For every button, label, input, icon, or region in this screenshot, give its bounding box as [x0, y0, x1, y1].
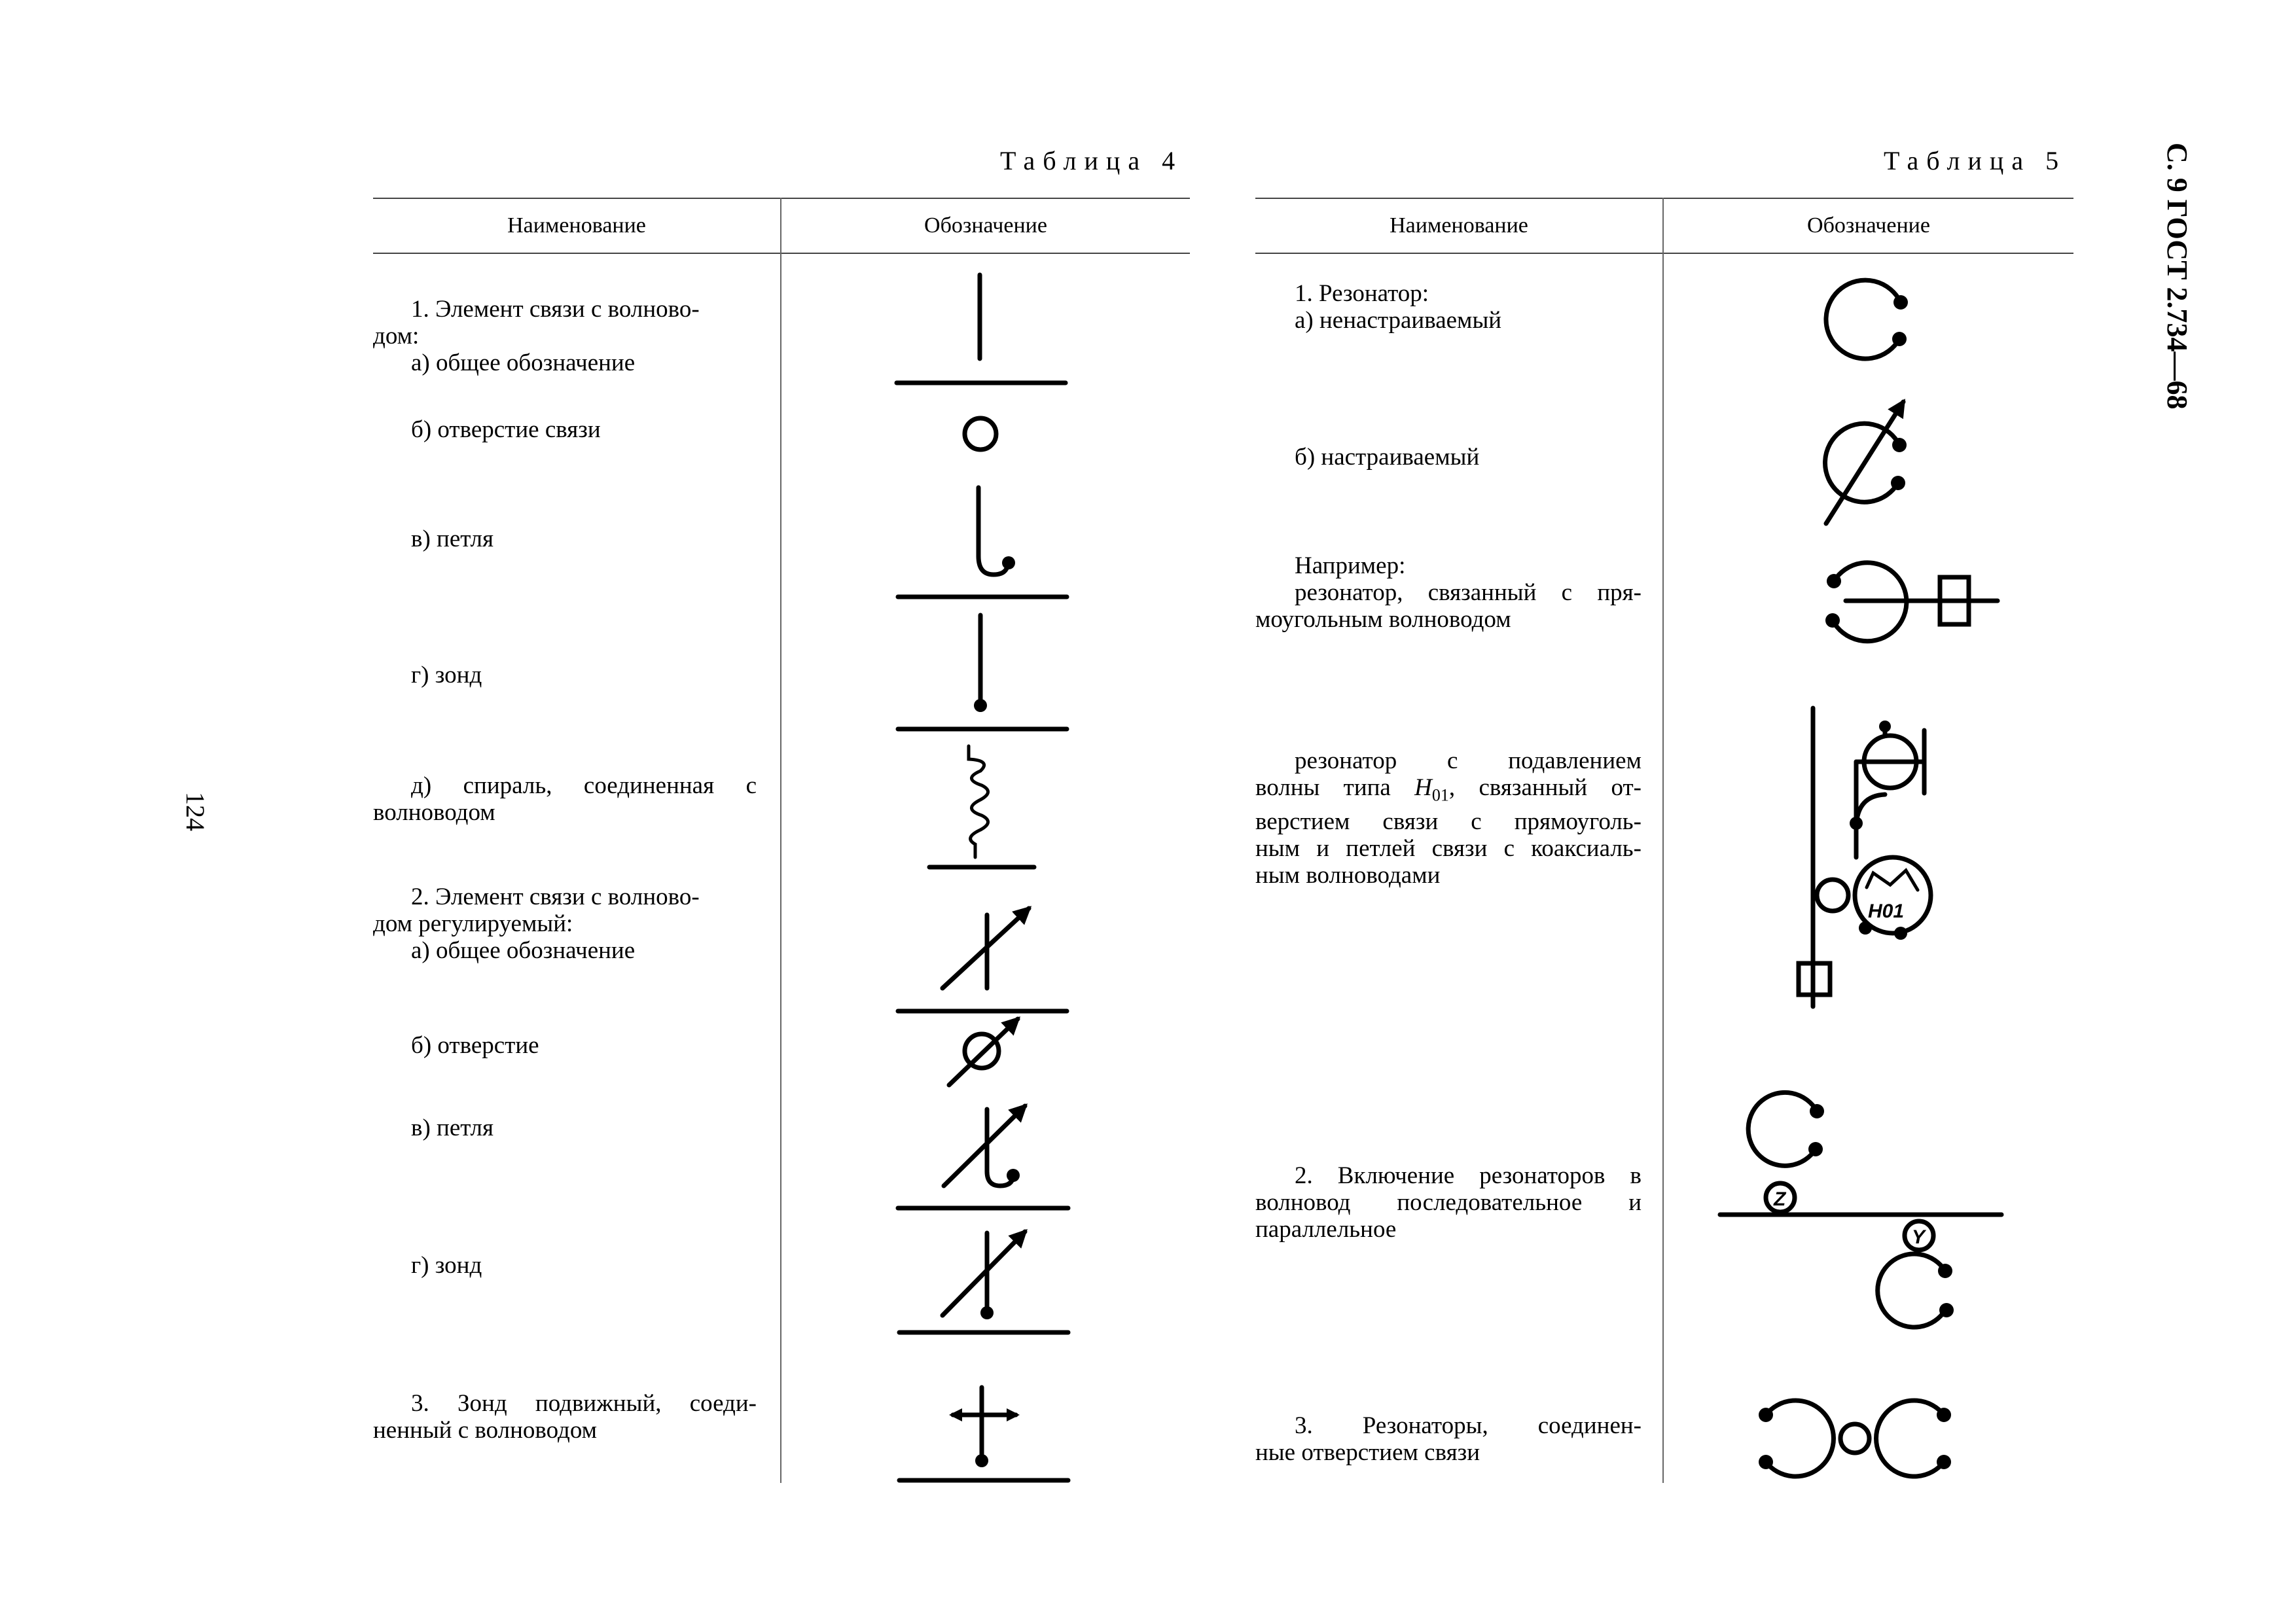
table-5-header-name: Наименование	[1390, 213, 1528, 238]
t5-row-1a: а) ненастраиваемый	[1295, 307, 1502, 334]
table-4-title: Таблица 4	[1000, 146, 1183, 175]
resonators-series-parallel-symbol	[1720, 1092, 2001, 1327]
t4-row-1e-line2: волноводом	[373, 799, 495, 826]
t5-row-2-line1: 2. Включение резонаторов в	[1295, 1162, 1641, 1189]
running-header: С. 9 ГОСТ 2.734—68	[2161, 143, 2193, 410]
t4-row-1c: в) петля	[411, 526, 493, 552]
page-number: 124	[181, 792, 210, 831]
t5-row-2-line2: волновод последовательное и	[1255, 1189, 1641, 1216]
t4-row-1a: а) общее обозначение	[411, 349, 636, 376]
resonator-rect-waveguide-symbol	[1825, 563, 1998, 641]
table-4-header-symbol: Обозначение	[924, 213, 1047, 238]
t5-example-2-line2: волны типа $H_{01}$, связанный от-	[1255, 774, 1641, 805]
adjustable-coupling-hole-symbol	[949, 1019, 1018, 1085]
t5-example-2-line1: резонатор с подавлением	[1295, 747, 1641, 774]
adjustable-coupling-loop-symbol	[898, 1106, 1068, 1208]
t4-row-1-title: 1. Элемент связи с волново-	[411, 296, 700, 323]
parallel-label: Y	[1912, 1226, 1926, 1248]
resonators-hole-coupled-symbol	[1759, 1400, 1951, 1476]
t4-row-2-title-cont: дом регулируемый:	[373, 910, 573, 937]
t4-row-1-title-cont: дом:	[373, 323, 420, 349]
t4-row-1e-line1: д) спираль, соединенная с	[411, 772, 757, 799]
t5-row-2-line3: параллельное	[1255, 1216, 1397, 1243]
resonator-tunable-symbol	[1825, 402, 1907, 524]
adjustable-coupling-general-symbol	[898, 908, 1067, 1011]
t5-row-1b: б) настраиваемый	[1295, 444, 1480, 471]
t4-row-1b: б) отверстие связи	[411, 416, 601, 443]
resonator-h01-suppression-symbol	[1799, 708, 1931, 1007]
movable-probe-symbol	[899, 1387, 1068, 1480]
t4-row-2b: б) отверстие	[411, 1032, 539, 1059]
t5-example-2-line3: верстием связи с прямоуголь-	[1255, 808, 1641, 836]
t5-example-2-line5: ным волноводами	[1255, 862, 1441, 889]
t4-row-2-title: 2. Элемент связи с волново-	[411, 883, 700, 910]
t4-row-2d: г) зонд	[411, 1252, 482, 1279]
t5-example-1-line1: резонатор, связанный с пря-	[1295, 579, 1641, 606]
resonator-fixed-symbol	[1826, 280, 1908, 359]
table-4-header-name: Наименование	[507, 213, 646, 238]
t5-example-1-line2: моугольным волноводом	[1255, 606, 1511, 633]
coupling-spiral-symbol	[929, 746, 1034, 867]
coupling-hole-symbol	[965, 418, 996, 450]
t5-row-3-line1: 3. Резонаторы, соединен-	[1295, 1412, 1641, 1439]
adjustable-coupling-probe-symbol	[899, 1232, 1068, 1332]
t5-example-2-line4: ным и петлей связи с коаксиаль-	[1255, 835, 1641, 863]
coupling-probe-symbol	[898, 615, 1067, 729]
t4-row-2a: а) общее обозначение	[411, 937, 636, 964]
t5-row-1-title: 1. Резонатор:	[1295, 280, 1429, 307]
t4-row-3-line1: 3. Зонд подвижный, соеди-	[411, 1390, 757, 1417]
table-5-title: Таблица 5	[1884, 146, 2067, 175]
table-5-header-symbol: Обозначение	[1807, 213, 1930, 238]
t4-row-1d: г) зонд	[411, 662, 482, 688]
t5-row-3-line2: ные отверстием связи	[1255, 1439, 1480, 1466]
coupling-element-general-symbol	[897, 275, 1066, 383]
series-label: Z	[1774, 1188, 1786, 1210]
coupling-loop-symbol	[898, 488, 1067, 597]
h01-label: H01	[1868, 901, 1905, 922]
t5-example-title: Например:	[1295, 552, 1406, 579]
t4-row-3-line2: ненный с волноводом	[373, 1417, 598, 1444]
t4-row-2c: в) петля	[411, 1115, 493, 1141]
